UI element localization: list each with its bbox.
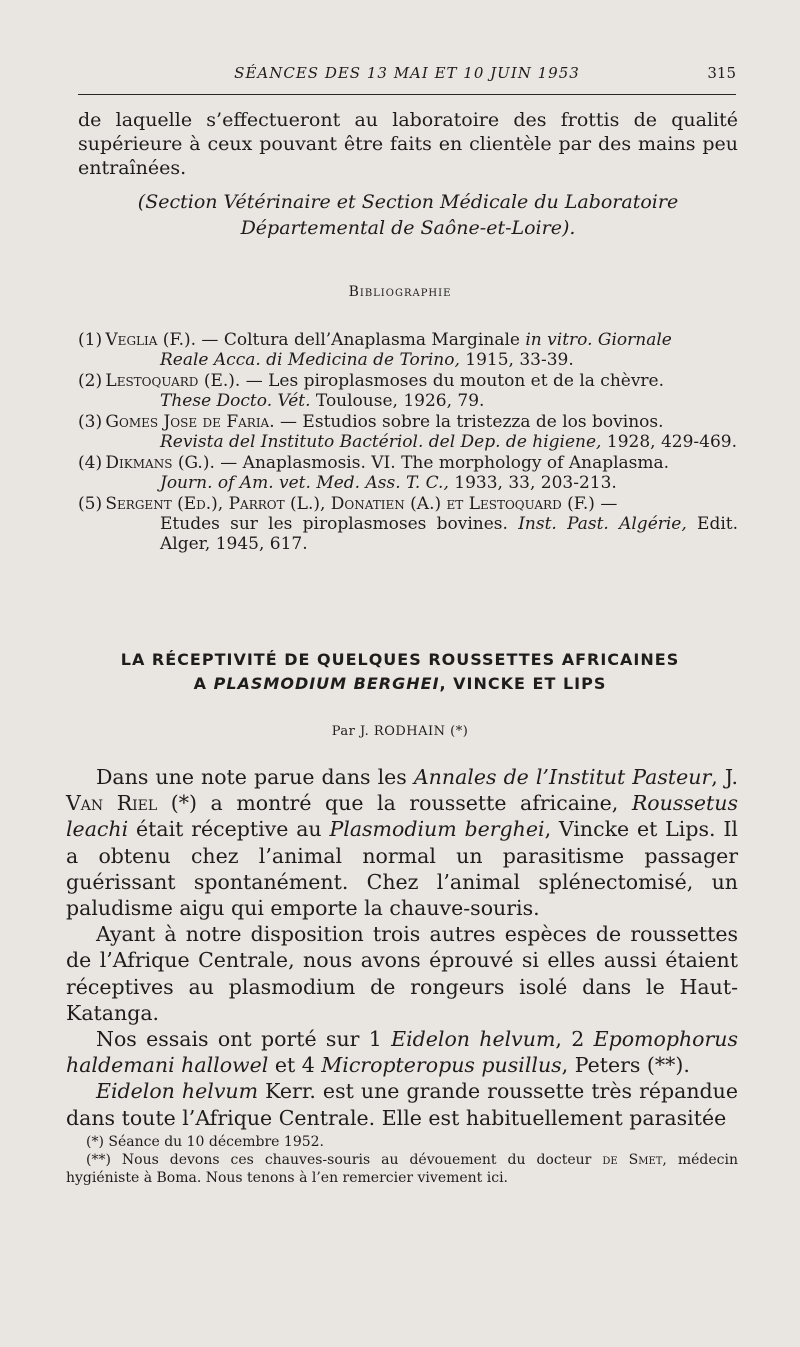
reference-source: Journ. of Am. vet. Med. Ass. T. C., bbox=[160, 473, 449, 493]
reference-continuation bbox=[78, 514, 738, 554]
reference-source: Revista del Instituto Bactériol. del Dep. de higiene, bbox=[160, 432, 602, 452]
reference-details: Edit. Alger, 1945, 617. bbox=[160, 514, 739, 554]
reference-item bbox=[78, 494, 738, 554]
reference-author: Sergent (Ed.), Parrot (L.), Donatien (A.) et Lestoquard (F.) bbox=[105, 494, 595, 514]
reference-author: Lestoquard (E.). bbox=[105, 371, 241, 391]
section-note bbox=[78, 189, 738, 241]
reference-number: (2) bbox=[78, 371, 103, 391]
reference-text: — Les piroplasmoses du mouton et de la chèvre. bbox=[240, 371, 665, 391]
article-paragraph: Eidelon helvum Kerr. est une grande roussette très répandue dans toute l’Afrique Centrale. Elle est habituellement parasitée bbox=[66, 1079, 739, 1130]
article-paragraph: Dans une note parue dans les Annales de l’Institut Pasteur, J. Van Riel (*) a montré que la roussette africaine, Roussetus leachi était réceptive au Plasmodium berghei, Vincke et Lips. Il a obtenu chez l’animal normal un parasitisme passager guérissant spontanément. Chez l’animal splénectomisé, un paludisme aigu qui emporte la chauve-souris. bbox=[66, 765, 738, 921]
running-header bbox=[78, 64, 736, 95]
reference-details: 1915, 33-39. bbox=[459, 350, 574, 370]
reference-item bbox=[78, 453, 738, 493]
reference-continuation bbox=[78, 432, 738, 452]
section-note-line: Départemental de Saône-et-Loire). bbox=[240, 217, 576, 239]
reference-number: (5) bbox=[78, 494, 103, 514]
article-title-line bbox=[70, 672, 730, 696]
reference-italic: in vitro. Giornale bbox=[525, 330, 672, 350]
intro-paragraph: de laquelle s’effectueront au laboratoire des frottis de qualité supérieure à ceux pouvant être faits en clientèle par des mains peu entraînées. bbox=[78, 109, 738, 179]
reference-number: (1) bbox=[78, 330, 103, 350]
reference-details: 1928, 429-469. bbox=[601, 432, 737, 452]
reference-author: Veglia (F.). bbox=[105, 330, 197, 350]
reference-author: Dikmans (G.). bbox=[105, 453, 215, 473]
reference-source: Inst. Past. Algérie, bbox=[518, 514, 687, 534]
reference-text: — bbox=[594, 494, 618, 514]
reference-text: — Coltura dell’Anaplasma Marginale bbox=[196, 330, 526, 350]
reference-item bbox=[78, 412, 738, 452]
reference-details: Toulouse, 1926, 79. bbox=[310, 391, 485, 411]
footnotes bbox=[66, 1133, 738, 1187]
reference-source: These Docto. Vét. bbox=[160, 391, 311, 411]
reference-details: Etudes sur les piroplasmoses bovines. bbox=[160, 514, 519, 534]
reference-item bbox=[78, 371, 738, 411]
article-paragraph: Ayant à notre disposition trois autres espèces de roussettes de l’Afrique Centrale, nous avons éprouvé si elles aussi étaient réceptives au plasmodium de rongeurs isolé dans le Haut-Katanga. bbox=[66, 922, 738, 1025]
bibliography-heading: Bibliographie bbox=[348, 284, 452, 300]
reference-details: 1933, 33, 203-213. bbox=[448, 473, 617, 493]
reference-continuation bbox=[78, 350, 738, 370]
reference-number: (3) bbox=[78, 412, 103, 432]
page-number: 315 bbox=[707, 64, 736, 82]
article-title-line: LA RÉCEPTIVITÉ DE QUELQUES ROUSSETTES AFRICAINES bbox=[120, 650, 680, 669]
reference-continuation bbox=[78, 473, 738, 493]
reference-text: — Anaplasmosis. VI. The morphology of Anaplasma. bbox=[214, 453, 670, 473]
reference-author: Gomes Jose de Faria. bbox=[105, 412, 275, 432]
bibliography-list bbox=[78, 330, 738, 555]
title-suffix: , VINCKE ET LIPS bbox=[439, 674, 607, 693]
article-author: Par J. RODHAIN (*) bbox=[331, 724, 469, 739]
reference-item bbox=[78, 330, 738, 370]
reference-continuation bbox=[78, 391, 738, 411]
article-paragraph: Nos essais ont porté sur 1 Eidelon helvum, 2 Epomophorus haldemani hallowel et 4 Micropteropus pusillus, Peters (**). bbox=[66, 1027, 739, 1078]
section-note-line: (Section Vétérinaire et Section Médicale du Laboratoire bbox=[137, 191, 679, 213]
reference-source: Reale Acca. di Medicina de Torino, bbox=[160, 350, 460, 370]
title-prefix: A bbox=[193, 674, 214, 693]
title-species: PLASMODIUM BERGHEI bbox=[213, 674, 440, 693]
article-title bbox=[70, 648, 730, 696]
reference-text: — Estudios sobre la tristezza de los bovinos. bbox=[274, 412, 664, 432]
article-body bbox=[66, 764, 738, 1131]
running-title: SÉANCES DES 13 MAI ET 10 JUIN 1953 bbox=[234, 64, 580, 82]
footnote: (*) Séance du 10 décembre 1952. bbox=[86, 1134, 324, 1150]
reference-number: (4) bbox=[78, 453, 103, 473]
footnote: (**) Nous devons ces chauves-souris au dévouement du docteur de Smet, médecin hygiéniste à Boma. Nous tenons à l’en remercier vivement ici. bbox=[66, 1152, 738, 1186]
